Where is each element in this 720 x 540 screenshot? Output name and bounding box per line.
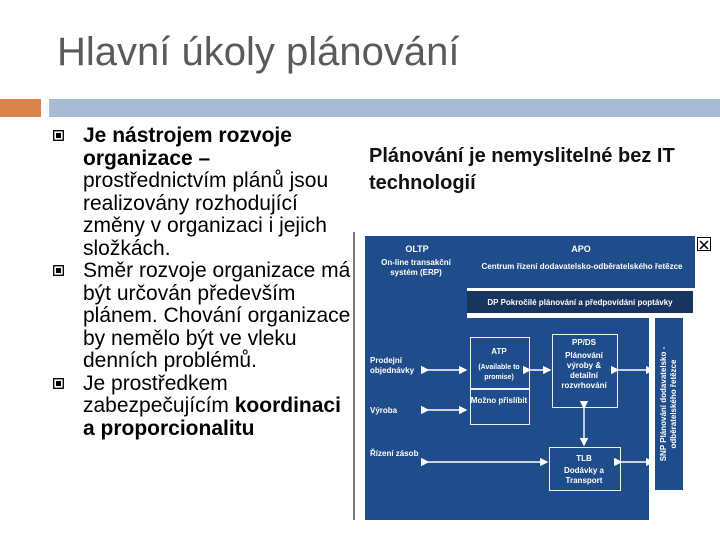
bullet-3-bold: koordinaci a proporcionalitu [83,394,341,440]
snp-label: SNP Plánování dodavatelsko - odběratelského řetězce [659,346,678,462]
slide-title: Hlavní úkoly plánování [57,30,460,74]
tlb-title: TLB [576,454,592,463]
bullet-3-text: Je prostředkem zabezpečujícím [83,371,229,417]
left-item-production: Výroba [370,406,398,415]
atp-title: ATP [491,347,507,356]
left-item-inventory: Řízení zásob [370,449,419,458]
bullet-2-text: Směr rozvoje organizace má být určován především plánem. Chování organizace by nemělo být ve vleku denních problémů. [83,259,351,372]
apo-title: APO [571,244,591,254]
possible-label: Možno přislíbit [470,396,528,405]
atp-subtitle: (Available to promise) [478,364,520,381]
dp-label: DP Pokročilé plánování a předpovídání poptávky [487,298,673,307]
oltp-subtitle: On-line transakční systém (ERP) [381,258,451,277]
tlb-subtitle: Dodávky a Transport [563,466,605,485]
oltp-title: OLTP [405,244,429,254]
left-item-sales: Prodejní objednávky [370,356,415,375]
ppds-subtitle: Plánování výroby & detailní rozvrhování [561,351,607,390]
close-icon[interactable] [697,237,711,251]
bullet-1-bold: Je nástrojem rozvoje organizace – [83,124,292,170]
bullet-1-text: prostřednictvím plánů jsou realizovány rozhodující změny v organizaci i jejich složkách. [83,169,329,260]
ppds-title: PP/DS [571,338,596,347]
apo-subtitle: Centrum řízení dodavatelsko-odběratelského řetězce [481,262,683,271]
right-heading: Plánování je nemyslitelné bez IT technologií [369,145,675,194]
